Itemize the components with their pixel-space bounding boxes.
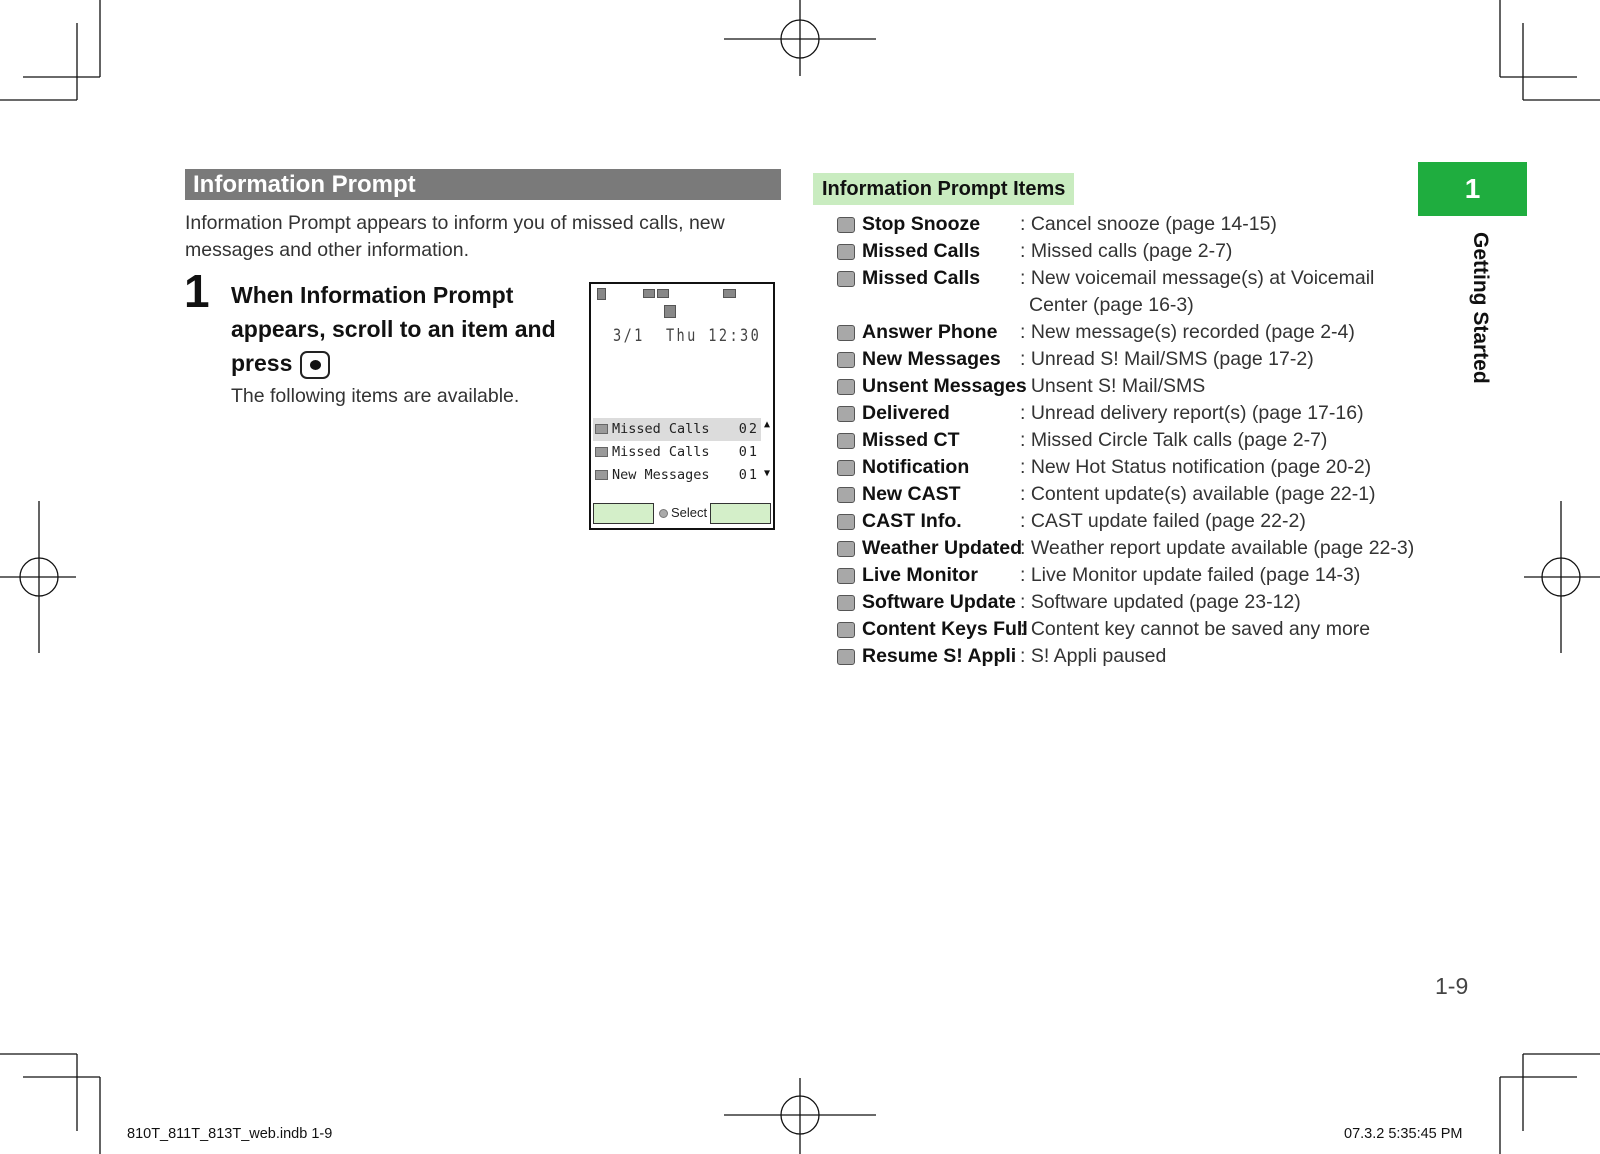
softkey-bar [593, 503, 771, 525]
mail-icon [657, 289, 669, 298]
prompt-item [837, 562, 1417, 589]
answer-phone-icon [837, 325, 855, 341]
alarm-snooze-icon [837, 217, 855, 233]
prompt-row[interactable] [593, 418, 761, 441]
battery-icon [723, 289, 736, 298]
mail-icon [837, 352, 855, 368]
content-key-icon [837, 622, 855, 638]
prompt-item-name: CAST Info. [862, 510, 962, 532]
prompt-row-label: Missed Calls [612, 444, 710, 460]
prompt-item [837, 481, 1417, 508]
prompt-item-name: Stop Snooze [862, 213, 981, 235]
signal-icon [597, 288, 606, 300]
section-title: Information Prompt [185, 169, 781, 200]
scroll-down-icon[interactable]: ▼ [763, 468, 770, 479]
cast-icon [837, 487, 855, 503]
prompt-item-desc: : Missed calls (page 2-7) [1020, 240, 1233, 262]
prompt-row-count: 02 [738, 421, 759, 437]
select-softkey-label: Select [671, 505, 708, 520]
footer-file: 810T_811T_813T_web.indb 1-9 [127, 1126, 333, 1142]
prompt-item-desc: : Unread S! Mail/SMS (page 17-2) [1020, 348, 1314, 370]
prompt-row-count: 01 [738, 444, 759, 460]
step-title [231, 278, 571, 380]
phone-date-time: 3/1 Thu 12:30 [613, 326, 762, 346]
step-note: The following items are available. [231, 385, 520, 407]
center-select-key-icon [300, 351, 330, 379]
prompt-row[interactable] [593, 464, 761, 487]
prompt-item-desc: : New message(s) recorded (page 2-4) [1020, 321, 1355, 343]
section-intro: Information Prompt appears to inform you of missed calls, new messages and other information. [185, 212, 725, 261]
prompt-item-desc: : Weather report update available (page 22-3) [1020, 537, 1415, 559]
prompt-item-name: Software Update [862, 591, 1016, 613]
select-softkey[interactable] [659, 505, 707, 520]
step-title-text: When Information Prompt appears, scroll to an item and press [231, 282, 556, 376]
notification-icon [837, 460, 855, 476]
weather-icon [837, 541, 855, 557]
prompt-item-desc: : Live Monitor update failed (page 14-3) [1020, 564, 1361, 586]
3g-icon [643, 289, 655, 298]
prompt-item-name: Missed Calls [862, 240, 981, 262]
prompt-item-desc: : New voicemail message(s) at Voicemail Center (page 16-3) [1020, 267, 1375, 316]
prompt-item-desc: : Missed Circle Talk calls (page 2-7) [1020, 429, 1328, 451]
prompt-item [837, 589, 1417, 616]
page-number: 1-9 [1435, 973, 1469, 999]
prompt-item-desc: : Unsent S! Mail/SMS [1020, 375, 1206, 397]
prompt-item-name: Resume S! Appli [862, 645, 1017, 667]
prompt-item [837, 535, 1417, 562]
prompt-list [593, 418, 761, 487]
live-monitor-icon [837, 568, 855, 584]
footer-timestamp: 07.3.2 5:35:45 PM [1344, 1126, 1463, 1142]
prompt-item [837, 454, 1417, 481]
prompt-item [837, 643, 1417, 670]
prompt-item-name: Answer Phone [862, 321, 998, 343]
center-key-icon [659, 509, 668, 518]
chapter-title: Getting Started [1469, 232, 1492, 384]
prompt-row[interactable] [593, 441, 761, 464]
voicemail-icon [837, 271, 855, 287]
prompt-item-desc: : Software updated (page 23-12) [1020, 591, 1301, 613]
prompt-item-name: Delivered [862, 402, 950, 424]
prompt-item-name: Notification [862, 456, 970, 478]
prompt-row-count: 01 [738, 467, 759, 483]
prompt-item [837, 319, 1417, 346]
step-number: 1 [184, 265, 210, 317]
software-update-icon [837, 595, 855, 611]
scroll-up-icon[interactable]: ▲ [763, 419, 770, 430]
prompt-item-name: New Messages [862, 348, 1001, 370]
voicemail-icon [664, 305, 676, 318]
prompt-item-desc: : Content update(s) available (page 22-1) [1020, 483, 1376, 505]
prompt-item-name: Content Keys Full [862, 618, 1028, 640]
prompt-row-label: Missed Calls [612, 421, 710, 437]
left-softkey[interactable] [593, 503, 654, 524]
prompt-item-desc: : Content key cannot be saved any more [1020, 618, 1371, 640]
mail-icon [595, 470, 608, 480]
prompt-row-label: New Messages [612, 467, 710, 483]
delivery-report-icon [837, 406, 855, 422]
prompt-item-name: Live Monitor [862, 564, 978, 586]
prompt-item-name: Unsent Messages [862, 375, 1027, 397]
prompt-item-name: New CAST [862, 483, 961, 505]
prompt-item [837, 427, 1417, 454]
chapter-tab: 1 [1418, 162, 1527, 216]
prompt-item [837, 373, 1417, 400]
prompt-item-desc: : Cancel snooze (page 14-15) [1020, 213, 1277, 235]
prompt-item [837, 508, 1417, 535]
prompt-item-name: Weather Updated [862, 537, 1022, 559]
unsent-mail-icon [837, 379, 855, 395]
prompt-item-name: Missed CT [862, 429, 960, 451]
prompt-item-desc: : S! Appli paused [1020, 645, 1167, 667]
prompt-item-desc: : New Hot Status notification (page 20-2) [1020, 456, 1372, 478]
circle-talk-icon [837, 433, 855, 449]
prompt-item-desc: : Unread delivery report(s) (page 17-16) [1020, 402, 1364, 424]
prompt-items-list [837, 211, 1417, 670]
prompt-item [837, 265, 1417, 319]
phone-screen [589, 282, 775, 530]
prompt-item [837, 346, 1417, 373]
prompt-item [837, 238, 1417, 265]
s-appli-icon [837, 649, 855, 665]
right-softkey[interactable] [710, 503, 771, 524]
prompt-item [837, 616, 1417, 643]
status-bar [591, 288, 773, 300]
prompt-item [837, 400, 1417, 427]
prompt-item-name: Missed Calls [862, 267, 981, 289]
missed-call-icon [595, 424, 608, 434]
items-heading: Information Prompt Items [813, 173, 1074, 205]
cast-info-icon [837, 514, 855, 530]
missed-call-icon [837, 244, 855, 260]
prompt-item-desc: : CAST update failed (page 22-2) [1020, 510, 1306, 532]
prompt-item [837, 211, 1417, 238]
voicemail-icon [595, 447, 608, 457]
